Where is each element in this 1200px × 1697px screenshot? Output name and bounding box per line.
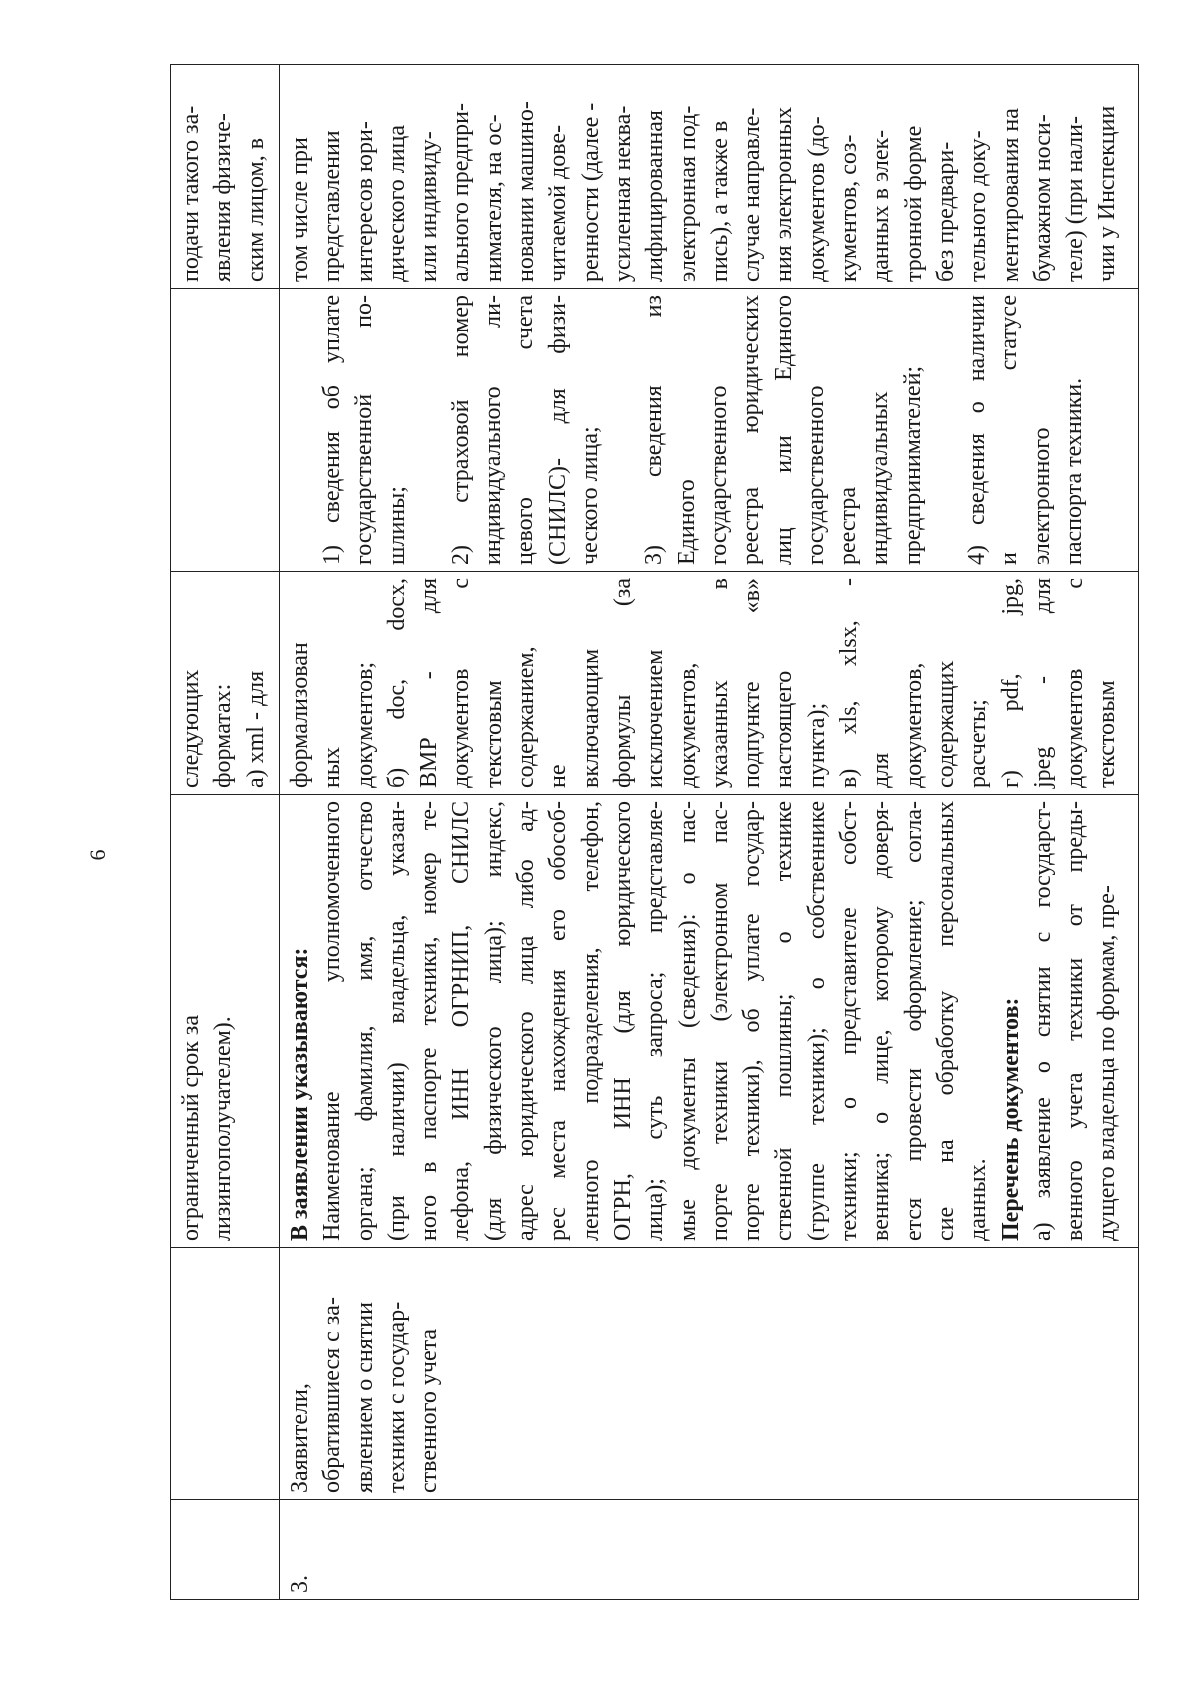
text-line: ОГРН, ИНН (для юридического	[609, 801, 636, 1241]
info-item-line: ческого лица;	[577, 426, 604, 565]
documents-text	[1027, 801, 1124, 1241]
info-cell	[280, 289, 1139, 572]
text-line: без предвари-	[932, 141, 959, 282]
info-item-line: и статусе	[996, 295, 1023, 565]
info-item-line: шлины;	[383, 486, 410, 565]
info-item-line: Единого	[673, 479, 700, 565]
text-line: (для физического лица); индекс,	[480, 801, 507, 1241]
info-item-line: цевого счета	[512, 295, 539, 565]
services-table	[170, 64, 1139, 1600]
text-line: (при наличии) владельца, указан-	[383, 801, 410, 1241]
text-line: представлении	[319, 130, 346, 282]
text-line: органа; фамилия, имя, отчество	[351, 801, 378, 1241]
cell-info-empty	[171, 289, 280, 572]
text-line: ленного подразделения, телефон,	[577, 801, 604, 1241]
page-number: 6	[85, 849, 110, 861]
info-item-line: индивидуального ли-	[480, 295, 507, 565]
text-line: тронной форме	[900, 125, 927, 282]
rotated-table-wrapper	[170, 65, 1120, 1600]
text-line: подпункте «в»	[739, 578, 766, 788]
text-line: не	[545, 764, 572, 788]
info-item-line: паспорта техники.	[1060, 377, 1087, 565]
cell-continuation-col3	[171, 795, 280, 1248]
cell-continuation-col6	[171, 65, 280, 289]
documents-heading: Перечень документов:	[997, 997, 1024, 1241]
spacer	[606, 295, 638, 565]
info-item-line: предпринимателей;	[899, 365, 926, 565]
text-line: сие на обработку персональных	[932, 801, 959, 1241]
text-line: формализован	[287, 642, 313, 788]
text-line: читаемой дове-	[545, 124, 572, 282]
text-line: адрес юридического лица либо ад-	[513, 801, 540, 1241]
text-line: текстовым	[480, 680, 507, 788]
text-line: явлением о снятии	[351, 1302, 378, 1493]
text-line: jpeg - для	[1029, 578, 1056, 788]
text-line: документов с	[1062, 578, 1089, 788]
text-line: том числе при	[287, 137, 313, 282]
text-line: ВМР - для	[416, 578, 443, 788]
text-line: (группе техники); о собственнике	[803, 801, 830, 1241]
text-line: бумажном носи-	[1029, 114, 1056, 282]
info-item-line: 2) страховой номер	[447, 295, 474, 565]
text-line: документов,	[900, 662, 927, 788]
info-item-line: электронного	[1028, 427, 1055, 565]
spacer	[929, 295, 961, 565]
info-item-line: государственного	[705, 385, 732, 565]
text-line: ального предпри-	[448, 103, 475, 282]
info-item-line: индивидуальных	[867, 391, 894, 565]
text-line: техники; о представителе собст-	[836, 801, 863, 1241]
text-line: ментирования на	[997, 108, 1024, 282]
info-item-line: 1) сведения об уплате	[319, 295, 345, 565]
cell-applicants-empty	[171, 1248, 280, 1500]
text-line: документов (до-	[803, 116, 830, 282]
text-line: интересов юри-	[351, 121, 378, 282]
formats-cell	[280, 572, 1139, 795]
text-line: теле) (при нали-	[1062, 116, 1089, 282]
text-line: текстовым	[1094, 680, 1121, 788]
text-line: б) doc, docx,	[383, 578, 410, 788]
info-item-line: государственной по-	[351, 295, 378, 565]
info-item-line: лиц или Единого	[770, 295, 797, 565]
info-item-line: реестра	[835, 487, 862, 565]
text-line: лифицированная	[642, 110, 669, 282]
table-row-3	[280, 65, 1139, 1600]
text-line: пункта);	[803, 702, 830, 788]
text-line: венника; о лице, которому доверя-	[868, 801, 895, 1241]
cell-continuation-col4	[171, 572, 280, 795]
text-line: ственной пошлины; о технике	[771, 801, 798, 1241]
text-line: ренности (далее -	[577, 102, 604, 282]
text-line: пись), а также в	[706, 120, 733, 282]
text-line: тельного доку-	[965, 130, 992, 282]
text-line: чии у Инспекции	[1094, 105, 1121, 282]
text-line: в) xls, xlsx, -	[836, 578, 863, 788]
conditions-cell	[280, 795, 1139, 1248]
text-line: случае направле-	[739, 107, 766, 282]
text-line: указанных в	[706, 578, 733, 788]
text-line: исключением	[642, 649, 669, 788]
text-line: для	[868, 752, 895, 788]
text-line: электронная под-	[674, 105, 701, 282]
text-line: подачи такого за-	[178, 105, 204, 282]
text-line: нимателя, на ос-	[480, 114, 507, 282]
text-line: г) pdf, jpg,	[997, 578, 1024, 788]
text-line: лизингополучателем).	[210, 1016, 237, 1241]
text-line: ных	[319, 747, 346, 788]
info-item-line: (СНИЛС)- для физи-	[544, 295, 571, 565]
text-line: кументов, соз-	[836, 134, 863, 282]
info-item-line: государственного	[802, 385, 829, 565]
text-line: ским лицом, в	[242, 137, 269, 282]
text-line: обратившиеся с за-	[319, 1297, 346, 1493]
text-line: усиленная неква-	[609, 105, 636, 282]
text-line: порте техники (электронном пас-	[706, 801, 733, 1241]
conditions-text	[316, 801, 994, 1241]
text-line: а) заявление о снятии с государст-	[1029, 801, 1056, 1241]
text-line: венного учета техники от преды-	[1062, 801, 1089, 1241]
text-line: рес места нахождения его обособ-	[545, 801, 572, 1241]
text-line: ственного учета	[416, 1328, 443, 1493]
text-line: расчеты;	[965, 699, 992, 788]
text-line: а) xml - для	[242, 670, 269, 788]
text-line: настоящего	[771, 670, 798, 788]
text-line: содержащих	[932, 660, 959, 788]
text-line: ного в паспорте техники, номер те-	[416, 801, 443, 1241]
text-line: новании машино-	[513, 101, 540, 282]
table-row-continuation	[171, 65, 280, 1600]
text-line: ется провести оформление; согла-	[900, 801, 927, 1241]
text-line: следующих	[178, 669, 204, 788]
text-line: или индивиду-	[416, 131, 443, 282]
cell-num-empty	[171, 1500, 280, 1600]
text-line: порте техники), об уплате государ-	[739, 801, 766, 1241]
applicants-cell	[280, 1248, 1139, 1500]
text-line: данных в элек-	[868, 129, 895, 282]
text-line: лица); суть запроса; представляе-	[642, 801, 669, 1241]
text-line: ния электронных	[771, 106, 798, 282]
info-item-line: 3) сведения из	[641, 295, 668, 565]
text-line: формулы (за	[609, 578, 636, 788]
text-line: Наименование уполномоченного	[319, 801, 346, 1241]
text-line: мые документы (сведения): о пас-	[674, 801, 701, 1241]
text-line: документов с	[448, 578, 475, 788]
text-line: дущего владельца по формам, пре-	[1094, 885, 1121, 1241]
text-line: документов;	[351, 661, 378, 788]
info-item-line: реестра юридических	[738, 295, 765, 565]
row-number: 3.	[280, 1500, 1139, 1600]
info-item-line: 4) сведения о наличии	[964, 295, 991, 565]
text-line: документов,	[674, 662, 701, 788]
text-line: Заявители,	[287, 1383, 313, 1493]
text-line: лефона, ИНН ОГРНИП, СНИЛС	[448, 801, 475, 1241]
submission-cell	[280, 65, 1139, 289]
text-line: включающим	[577, 648, 604, 788]
conditions-heading: В заявлении указываются:	[287, 947, 313, 1241]
text-line: форматах:	[210, 683, 237, 788]
text-line: техники с государ-	[383, 1301, 410, 1493]
text-line: дического лица	[383, 124, 410, 282]
text-line: явления физиче-	[210, 113, 237, 282]
spacer	[284, 295, 316, 565]
text-line: ограниченный срок за	[178, 1014, 204, 1241]
text-line: данных.	[965, 1158, 992, 1241]
text-line: содержанием,	[513, 646, 540, 788]
spacer	[413, 295, 445, 565]
